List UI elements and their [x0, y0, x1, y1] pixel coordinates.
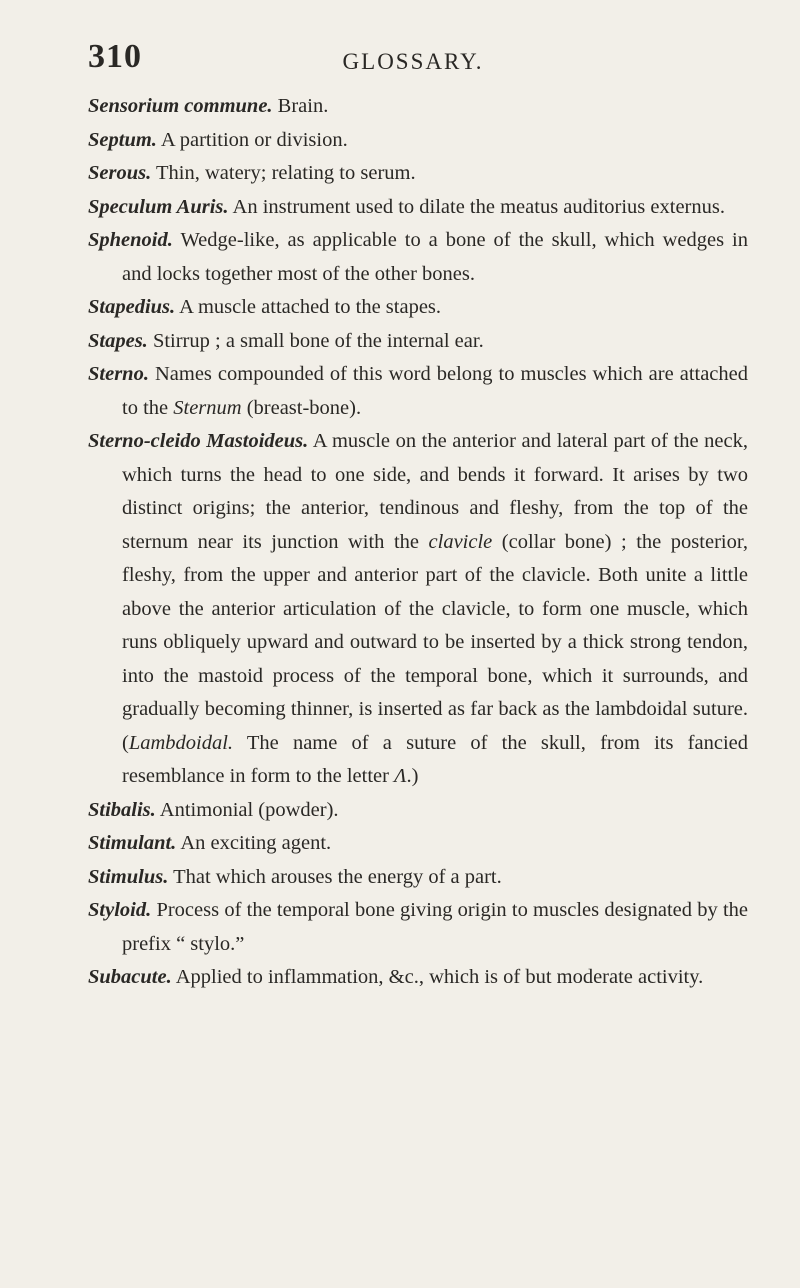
- entry-term: Sphenoid.: [88, 229, 173, 251]
- definition-italic-text: Λ: [394, 765, 407, 787]
- entry-definition: An exciting agent.: [180, 832, 332, 854]
- entry-term: Sterno.: [88, 363, 149, 385]
- glossary-entry: [88, 291, 748, 325]
- running-head: GLOSSARY.: [342, 49, 484, 74]
- entry-definition: A muscle attached to the stapes.: [179, 296, 442, 318]
- glossary-entry: [88, 861, 748, 895]
- glossary-entry: [88, 157, 748, 191]
- definition-text: The name of a suture of the skull, from its fancied resemblance in form to the letter: [122, 731, 748, 787]
- definition-text: (collar bone) ; the posterior, fleshy, from the upper and anterior part of the clavicle. Both unite a little above the anterior articulation of the clavicle, to form one muscle, which runs obliquely upward and outward to be inserted by a thick strong tendon, into the mastoid process of the temporal bone, which it surrounds, and gradually becoming thinner, is inserted as far back as the lambdoidal suture. (: [122, 530, 748, 754]
- definition-italic-text: Sternum: [173, 396, 242, 419]
- entry-definition: Wedge-like, as applicable to a bone of the skull, which wedges in and locks together most of the other bones.: [122, 229, 748, 285]
- entry-term: Speculum Auris.: [88, 195, 229, 218]
- entry-term: Subacute.: [88, 966, 172, 988]
- glossary-entry: [88, 124, 748, 158]
- page-number: 310: [88, 38, 142, 75]
- glossary-entry: [88, 827, 748, 861]
- entry-term: Stapedius.: [88, 296, 176, 318]
- glossary-entries: [88, 90, 748, 995]
- definition-italic-text: clavicle: [428, 530, 493, 553]
- glossary-entry: [88, 325, 748, 359]
- definition-text: .): [406, 765, 419, 787]
- definition-text: (breast-bone).: [241, 396, 362, 419]
- entry-term: Stibalis.: [88, 798, 156, 821]
- entry-definition: A partition or division.: [160, 128, 348, 151]
- glossary-entry: [88, 358, 748, 425]
- glossary-entry: [88, 224, 748, 291]
- entry-definition: [122, 430, 748, 787]
- entry-term: Sensorium commune.: [88, 95, 273, 117]
- page-header: [88, 38, 738, 88]
- glossary-entry: [88, 90, 748, 124]
- entry-definition: Antimonial (powder).: [159, 798, 339, 821]
- glossary-entry: [88, 894, 748, 961]
- entry-term: Styloid.: [88, 899, 152, 921]
- entry-definition: [122, 363, 748, 419]
- entry-definition: Process of the temporal bone giving origin to muscles designated by the prefix “ stylo.”: [122, 899, 748, 955]
- entry-term: Sterno-cleido Mastoideus.: [88, 430, 309, 452]
- glossary-entry: [88, 425, 748, 794]
- entry-term: Serous.: [88, 162, 152, 184]
- glossary-entry: [88, 961, 748, 995]
- definition-italic-text: Lambdoidal.: [128, 731, 234, 754]
- definition-text: A muscle on the anterior and lateral part of the neck, which turns the head to one side, and bends it forward. It arises by two distinct origins; the anterior, tendinous and fleshy, from the top of the sternum near its junction with the: [122, 430, 748, 553]
- entry-definition: Thin, watery; relating to serum.: [156, 162, 416, 184]
- entry-definition: Applied to inflammation, &c., which is of but moderate activity.: [175, 966, 704, 988]
- entry-term: Stimulant.: [88, 832, 177, 854]
- entry-term: Stimulus.: [88, 865, 169, 888]
- entry-definition: That which arouses the energy of a part.: [173, 865, 502, 888]
- entry-term: Stapes.: [88, 329, 148, 352]
- entry-definition: Brain.: [277, 95, 329, 117]
- entry-definition: Stirrup ; a small bone of the internal ear.: [152, 329, 484, 352]
- entry-term: Septum.: [88, 128, 157, 151]
- entry-definition: An instrument used to dilate the meatus auditorius externus.: [232, 195, 725, 218]
- glossary-entry: [88, 191, 748, 225]
- definition-text: Names compounded of this word belong to muscles which are attached to the: [122, 363, 749, 419]
- glossary-entry: [88, 794, 748, 828]
